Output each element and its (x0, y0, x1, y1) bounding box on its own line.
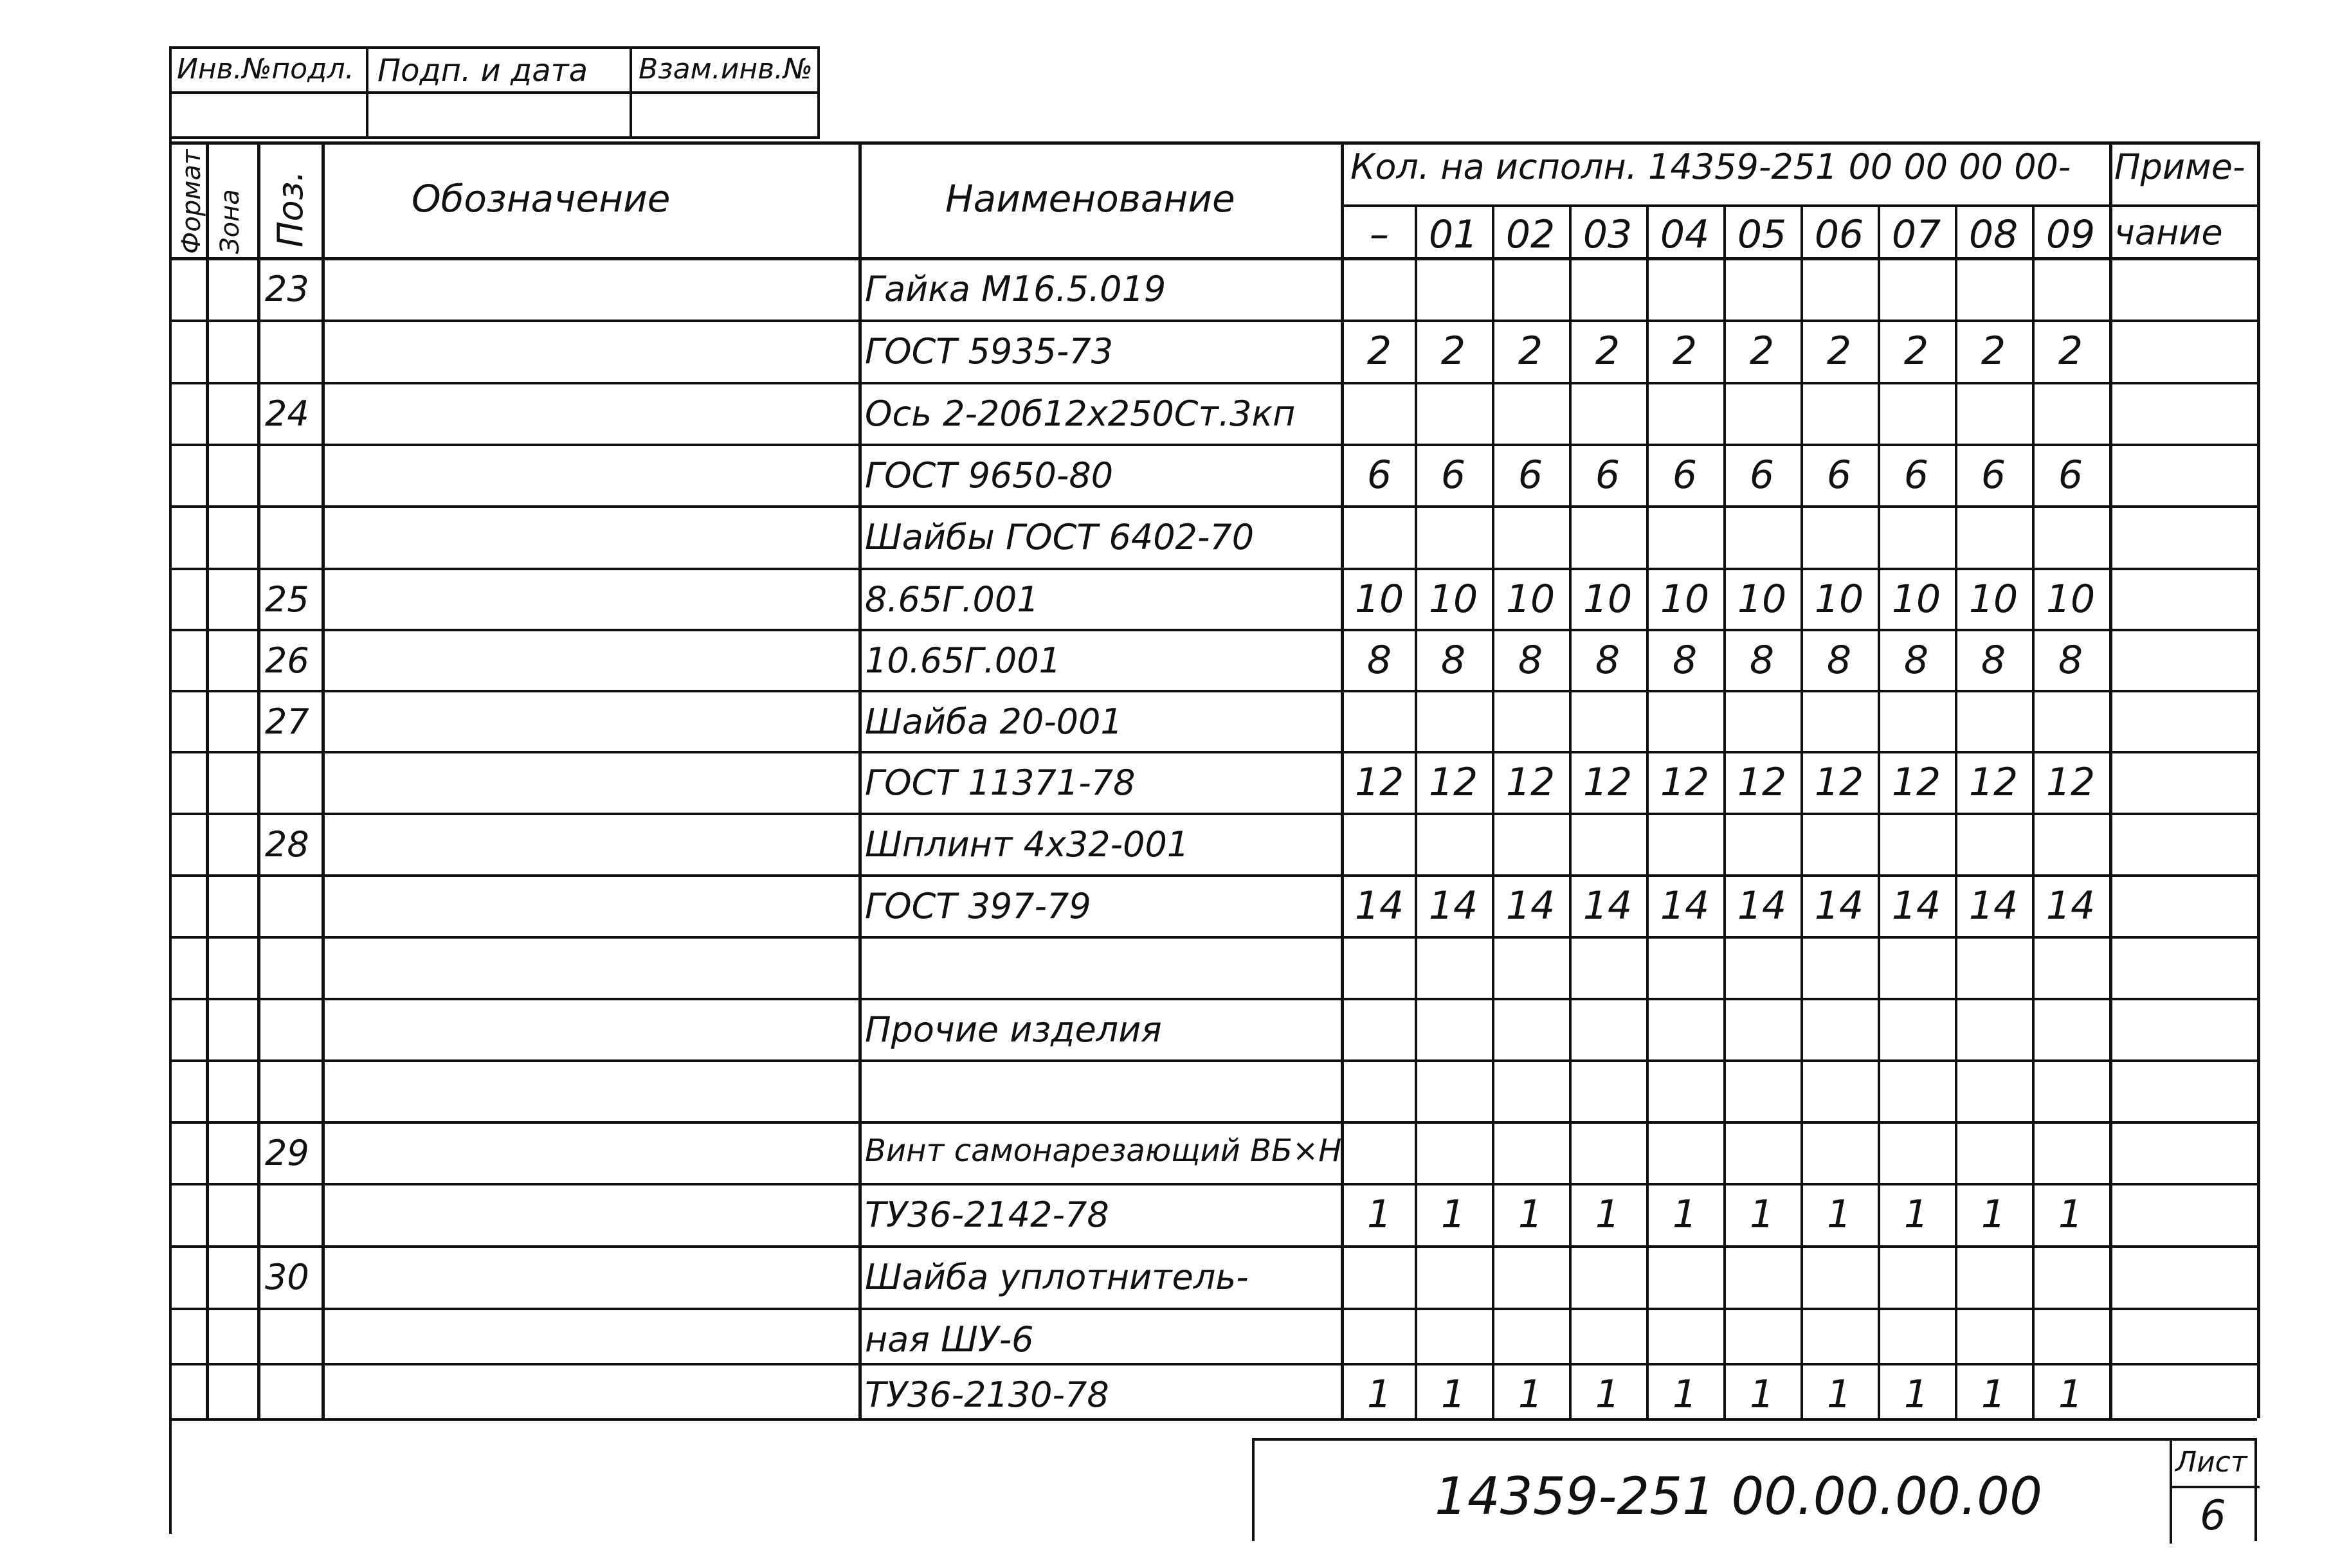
sheet-label: Лист (2175, 1446, 2247, 1479)
row-qty: 1 (1903, 1372, 1929, 1417)
row-qty: 1 (1749, 1372, 1775, 1417)
row-pos: 25 (265, 579, 309, 620)
row-pos: 26 (265, 640, 309, 681)
row-qty: 1 (1826, 1372, 1852, 1417)
left-border (169, 139, 172, 1534)
row-qty: 10 (2045, 577, 2096, 622)
row-qty: 12 (1660, 760, 1710, 805)
row-qty: 12 (2045, 760, 2096, 805)
row-name: Шплинт 4х32-001 (865, 824, 1190, 865)
row-qty: 6 (2058, 453, 2083, 498)
row-qty: 12 (1428, 760, 1478, 805)
col-name-header: Наименование (945, 177, 1235, 221)
row-qty: 1 (1595, 1192, 1620, 1237)
row-qty: 14 (1583, 883, 1633, 928)
stamp-inv-no: Инв.№подл. (177, 53, 354, 86)
row-qty: 2 (1595, 329, 1620, 374)
row-qty: 2 (1749, 329, 1775, 374)
row-qty: 1 (1826, 1192, 1852, 1237)
row-qty: 14 (1428, 883, 1478, 928)
row-qty: 6 (1749, 453, 1775, 498)
row-name: Шайбы ГОСТ 6402-70 (865, 517, 1255, 557)
row-pos: 24 (265, 393, 309, 434)
row-qty: 12 (1737, 760, 1787, 805)
row-qty: 8 (1672, 638, 1698, 683)
row-qty: 1 (1518, 1192, 1543, 1237)
row-qty: 1 (1440, 1192, 1466, 1237)
row-pos: 27 (265, 701, 309, 742)
col-pos-header: Поз. (270, 170, 311, 248)
row-name: Шайба 20-001 (865, 701, 1123, 742)
row-qty: 10 (1354, 577, 1404, 622)
row-qty: 1 (1672, 1372, 1698, 1417)
row-qty: 6 (1595, 453, 1620, 498)
variant-header-08: 08 (1968, 212, 2018, 257)
document-number: 14359-251 00.00.00.00 (1435, 1466, 2042, 1526)
row-qty: 1 (1672, 1192, 1698, 1237)
row-qty: 1 (1366, 1192, 1392, 1237)
row-qty: 12 (1814, 760, 1864, 805)
col-designation-header: Обозначение (412, 177, 671, 221)
row-qty: 2 (1440, 329, 1466, 374)
variant-header-02: 02 (1505, 212, 1556, 257)
row-pos: 28 (265, 824, 309, 865)
row-qty: 6 (1366, 453, 1392, 498)
col-qty-header: Кол. на исполн. 14359-251 00 00 00 00- (1350, 147, 2071, 187)
row-pos: 30 (265, 1257, 309, 1297)
row-qty: 6 (1518, 453, 1543, 498)
row-qty: 8 (1518, 638, 1543, 683)
row-name: ТУ36-2142-78 (865, 1194, 1109, 1235)
stamp-sign-date: Подп. и дата (377, 53, 588, 89)
variant-header-04: 04 (1660, 212, 1710, 257)
row-qty: 10 (1737, 577, 1787, 622)
variant-header-09: 09 (2045, 212, 2096, 257)
row-qty: 1 (1440, 1372, 1466, 1417)
row-qty: 2 (1826, 329, 1852, 374)
row-qty: 14 (2045, 883, 2096, 928)
row-qty: 1 (1749, 1192, 1775, 1237)
title-block (1252, 1438, 2257, 1541)
row-qty: 1 (2058, 1372, 2083, 1417)
row-qty: 10 (1428, 577, 1478, 622)
row-qty: 14 (1814, 883, 1864, 928)
variant-header-07: 07 (1891, 212, 1941, 257)
row-qty: 2 (2058, 329, 2083, 374)
variant-header-03: 03 (1583, 212, 1633, 257)
row-qty: 6 (1672, 453, 1698, 498)
row-qty: 2 (1366, 329, 1392, 374)
col-note-header-2: чание (2114, 212, 2223, 253)
row-qty: 2 (1672, 329, 1698, 374)
row-name: ГОСТ 5935-73 (865, 331, 1114, 372)
col-format-header: Формат (177, 149, 206, 254)
variant-header-01: 01 (1428, 212, 1478, 257)
row-qty: 6 (1903, 453, 1929, 498)
row-qty: 2 (1903, 329, 1929, 374)
row-qty: 8 (1903, 638, 1929, 683)
row-qty: 12 (1968, 760, 2018, 805)
row-name: ГОСТ 11371-78 (865, 762, 1136, 803)
row-qty: 10 (1660, 577, 1710, 622)
row-qty: 14 (1968, 883, 2018, 928)
row-qty: 8 (1749, 638, 1775, 683)
row-name: ТУ36-2130-78 (865, 1374, 1109, 1415)
row-qty: 14 (1891, 883, 1941, 928)
row-qty: 8 (1366, 638, 1392, 683)
row-qty: 8 (1981, 638, 2006, 683)
row-name: Винт самонарезающий ВБ×Н (865, 1133, 1342, 1169)
row-qty: 14 (1660, 883, 1710, 928)
variant-header-06: 06 (1814, 212, 1864, 257)
row-qty: 1 (1366, 1372, 1392, 1417)
row-qty: 8 (1826, 638, 1852, 683)
row-qty: 1 (1595, 1372, 1620, 1417)
row-qty: 12 (1354, 760, 1404, 805)
variant-header-05: 05 (1737, 212, 1787, 257)
row-name: Ось 2-20б12х250Ст.3кп (865, 393, 1296, 434)
row-qty: 12 (1505, 760, 1556, 805)
row-qty: 14 (1737, 883, 1787, 928)
row-qty: 10 (1968, 577, 2018, 622)
row-pos: 29 (265, 1133, 309, 1173)
row-qty: 2 (1981, 329, 2006, 374)
row-qty: 8 (1595, 638, 1620, 683)
row-qty: 10 (1505, 577, 1556, 622)
row-qty: 1 (1981, 1372, 2006, 1417)
row-qty: 12 (1583, 760, 1633, 805)
sheet-number: 6 (2200, 1492, 2226, 1540)
row-qty: 6 (1826, 453, 1852, 498)
row-qty: 8 (2058, 638, 2083, 683)
row-qty: 6 (1981, 453, 2006, 498)
table-bottom-border (169, 1418, 2257, 1421)
row-pos: 23 (265, 269, 309, 309)
col-note-header-1: Приме- (2114, 147, 2245, 187)
row-name: Шайба уплотнитель- (865, 1257, 1249, 1297)
row-qty: 1 (1981, 1192, 2006, 1237)
row-name: 10.65Г.001 (865, 640, 1061, 681)
row-qty: 10 (1891, 577, 1941, 622)
variant-header-base: – (1370, 212, 1389, 257)
row-qty: 6 (1440, 453, 1466, 498)
row-qty: 1 (2058, 1192, 2083, 1237)
archive-stamp (169, 46, 820, 139)
row-qty: 12 (1891, 760, 1941, 805)
row-qty: 14 (1505, 883, 1556, 928)
row-qty: 10 (1583, 577, 1633, 622)
row-name: ная ШУ-6 (865, 1319, 1034, 1360)
row-name: ГОСТ 9650-80 (865, 455, 1114, 496)
row-qty: 8 (1440, 638, 1466, 683)
row-name: Гайка М16.5.019 (865, 269, 1166, 309)
row-qty: 1 (1518, 1372, 1543, 1417)
row-qty: 10 (1814, 577, 1864, 622)
row-qty: 1 (1903, 1192, 1929, 1237)
row-name: ГОСТ 397-79 (865, 886, 1091, 926)
row-name: 8.65Г.001 (865, 579, 1039, 620)
col-zone-header: Зона (215, 189, 245, 254)
row-qty: 2 (1518, 329, 1543, 374)
row-qty: 14 (1354, 883, 1404, 928)
row-name: Прочие изделия (865, 1009, 1162, 1050)
stamp-replace-inv: Взам.инв.№ (639, 53, 813, 86)
